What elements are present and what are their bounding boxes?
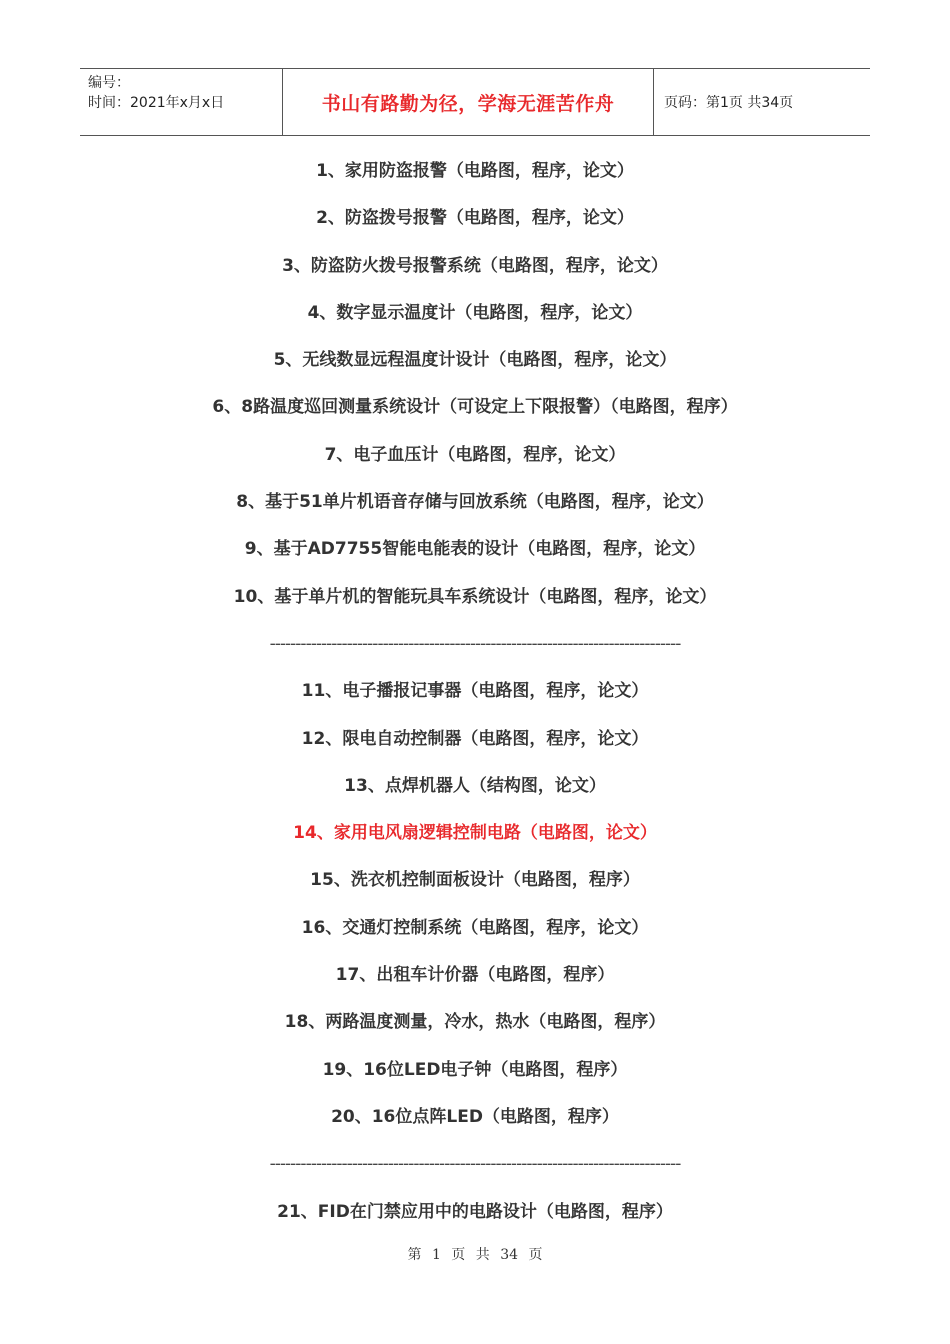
list-item: 17、出租车计价器（电路图，程序） [335, 965, 615, 986]
list-item: 1、家用防盗报警（电路图，程序，论文） [316, 161, 634, 181]
list-item: 18、两路温度测量，冷水，热水（电路图，程序） [284, 1012, 666, 1033]
page-footer: 第 1 页 共 34 页 [407, 1247, 543, 1263]
doc-number-label: 编号： [88, 75, 130, 91]
list-item: 6、8路温度巡回测量系统设计（可设定上下限报警）（电路图，程序） [212, 397, 738, 418]
doc-date-label: 时间：2021年x月x日 [88, 95, 225, 111]
list-item: 11、电子播报记事器（电路图，程序，论文） [301, 681, 649, 702]
list-item: 16、交通灯控制系统（电路图，程序，论文） [301, 917, 649, 938]
header-page-number: 页码：第1页 共34页 [664, 95, 794, 111]
list-item: 12、限电自动控制器（电路图，程序，论文） [301, 728, 649, 749]
list-item: 13、点焊机器人（结构图，论文） [344, 775, 606, 796]
list-item: 8、基于51单片机语音存储与回放系统（电路图，程序，论文） [236, 492, 714, 513]
list-item: 7、电子血压计（电路图，程序，论文） [324, 444, 626, 465]
list-item: 14、家用电风扇逻辑控制电路（电路图，论文） [293, 823, 657, 844]
list-item: 9、基于AD7755智能电能表的设计（电路图，程序，论文） [244, 539, 706, 560]
page-header [80, 68, 870, 136]
list-item: 15、洗衣机控制面板设计（电路图，程序） [310, 870, 640, 891]
list-item: 10、基于单片机的智能玩具车系统设计（电路图，程序，论文） [233, 586, 717, 607]
list-item: 4、数字显示温度计（电路图，程序，论文） [307, 302, 643, 323]
section-separator: -------------------------------------------------------------------------------- [269, 1154, 681, 1175]
list-item: 20、16位点阵LED（电路图，程序） [331, 1106, 619, 1127]
project-list [0, 151, 950, 1239]
header-motto: 书山有路勤为径，学海无涯苦作舟 [282, 69, 654, 135]
section-separator: -------------------------------------------------------------------------------- [269, 633, 681, 654]
header-meta [80, 69, 282, 135]
list-item: 2、防盗拨号报警（电路图，程序，论文） [316, 208, 634, 229]
list-item: 5、无线数显远程温度计设计（电路图，程序，论文） [273, 350, 677, 371]
list-item: 21、FID在门禁应用中的电路设计（电路图，程序） [277, 1201, 673, 1222]
list-item: 19、16位LED电子钟（电路图，程序） [322, 1059, 628, 1080]
list-item: 3、防盗防火拨号报警系统（电路图，程序，论文） [282, 255, 668, 276]
